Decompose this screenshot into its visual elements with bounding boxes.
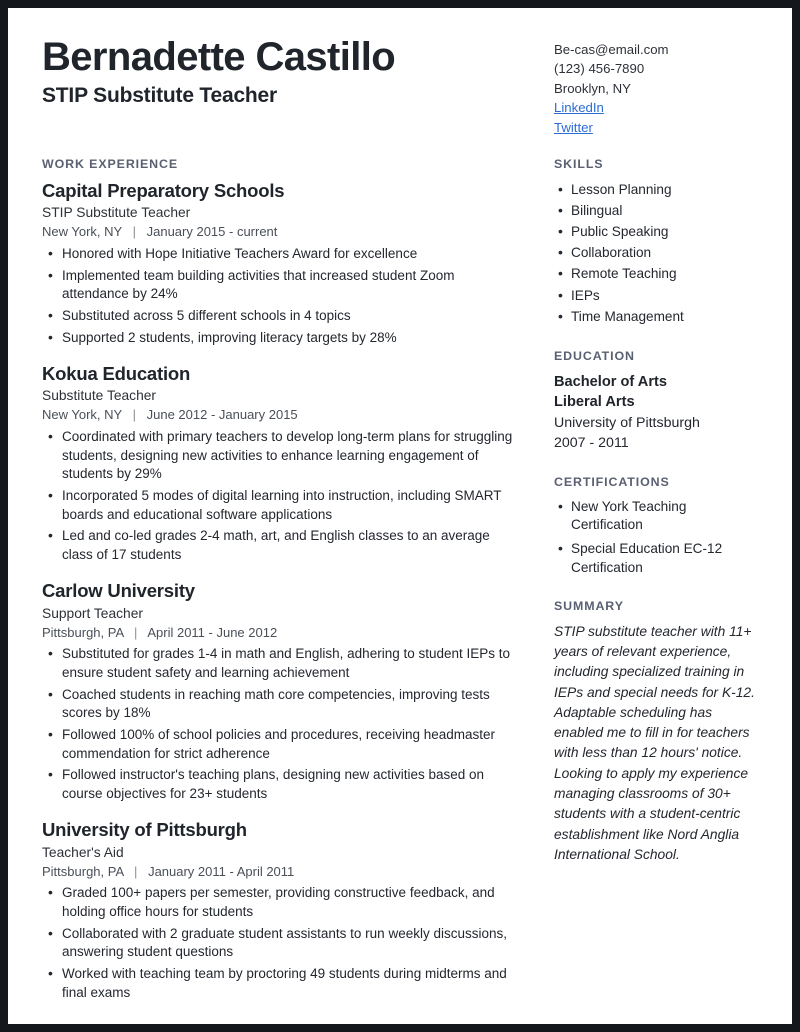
skill-item: • Bilingual bbox=[554, 201, 758, 221]
job-location: New York, NY bbox=[42, 224, 122, 240]
summary-heading: SUMMARY bbox=[554, 598, 624, 613]
contact-phone: (123) 456-7890 bbox=[554, 61, 645, 77]
skills-heading: SKILLS bbox=[554, 157, 604, 172]
resume-body bbox=[42, 157, 758, 1006]
job-bullet: • Collaborated with 2 graduate student assistants to run weekly discussions, answering student questions bbox=[42, 925, 524, 962]
job-bullets bbox=[42, 245, 524, 347]
certifications-section bbox=[554, 475, 758, 577]
job-entry bbox=[42, 179, 524, 347]
job-company: Carlow University bbox=[42, 580, 195, 602]
job-role: Support Teacher bbox=[42, 605, 143, 621]
job-company: Kokua Education bbox=[42, 363, 191, 385]
job-bullets bbox=[42, 645, 524, 803]
job-bullet: • Implemented team building activities that increased student Zoom attendance by 24% bbox=[42, 267, 524, 304]
job-bullet: • Led and co-led grades 2-4 math, art, and English classes to an average class of 17 students bbox=[42, 527, 524, 564]
education-school: University of Pittsburgh bbox=[554, 414, 700, 431]
job-bullet: • Substituted for grades 1-4 in math and English, adhering to student IEPs to ensure student safety and learning achievement bbox=[42, 645, 524, 682]
job-meta bbox=[42, 863, 524, 882]
contact-location: Brooklyn, NY bbox=[554, 80, 631, 96]
job-bullet: • Worked with teaching team by proctoring 49 students during midterms and final exams bbox=[42, 965, 524, 1002]
job-bullet: • Supported 2 students, improving literacy targets by 28% bbox=[42, 329, 524, 348]
certifications-heading: CERTIFICATIONS bbox=[554, 474, 670, 489]
twitter-link[interactable]: Twitter bbox=[554, 119, 593, 135]
job-location: Pittsburgh, PA bbox=[42, 624, 124, 640]
job-bullets bbox=[42, 428, 524, 564]
skill-item: • Public Speaking bbox=[554, 222, 758, 242]
job-bullets bbox=[42, 884, 524, 1002]
job-company: University of Pittsburgh bbox=[42, 819, 247, 841]
skill-item: • Collaboration bbox=[554, 243, 758, 263]
header-identity bbox=[42, 34, 542, 108]
job-bullet: • Honored with Hope Initiative Teachers Award for excellence bbox=[42, 245, 524, 264]
education-field: Liberal Arts bbox=[554, 394, 635, 411]
job-dates: January 2011 - April 2011 bbox=[148, 863, 295, 879]
certifications-list bbox=[554, 498, 758, 577]
work-experience-heading: WORK EXPERIENCE bbox=[42, 157, 179, 172]
skill-item: • Remote Teaching bbox=[554, 264, 758, 284]
education-section bbox=[554, 349, 758, 453]
job-dates: June 2012 - January 2015 bbox=[146, 407, 298, 423]
summary-section bbox=[554, 599, 758, 865]
job-location: Pittsburgh, PA bbox=[42, 863, 124, 879]
job-dates: January 2015 - current bbox=[146, 224, 278, 240]
skills-list bbox=[554, 180, 758, 327]
candidate-name: Bernadette Castillo bbox=[42, 35, 396, 79]
main-column bbox=[42, 157, 542, 1006]
resume-page bbox=[8, 8, 792, 1024]
job-role: Substitute Teacher bbox=[42, 388, 157, 404]
job-role: Teacher's Aid bbox=[42, 844, 124, 860]
job-meta bbox=[42, 223, 524, 242]
skill-item: • Time Management bbox=[554, 307, 758, 327]
education-years: 2007 - 2011 bbox=[554, 434, 629, 451]
job-entry bbox=[42, 818, 524, 1002]
job-meta bbox=[42, 406, 524, 425]
job-role: STIP Substitute Teacher bbox=[42, 205, 191, 221]
job-bullet: • Coordinated with primary teachers to develop long-term plans for struggling students, designing new activities to enhance learning engagement of students by 29% bbox=[42, 428, 524, 484]
education-degree: Bachelor of Arts bbox=[554, 373, 667, 390]
job-bullet: • Substituted across 5 different schools in 4 topics bbox=[42, 307, 524, 326]
job-entry bbox=[42, 579, 524, 803]
meta-separator: | bbox=[132, 407, 136, 423]
job-meta bbox=[42, 624, 524, 643]
meta-separator: | bbox=[132, 224, 136, 240]
summary-text: STIP substitute teacher with 11+ years of relevant experience, including specialized training in IEPs and special needs for K-12. Adaptable scheduling has enabled me to fill in for teachers with less than 12 hours' notice. Looking to apply my experience managing classrooms of 30+ students with a student-centric establishment like Nord Anglia International School. bbox=[554, 623, 755, 862]
job-bullet: • Incorporated 5 modes of digital learning into instruction, including SMART boards and educational software applications bbox=[42, 487, 524, 524]
contact-block bbox=[542, 34, 758, 137]
job-company: Capital Preparatory Schools bbox=[42, 180, 285, 202]
education-heading: EDUCATION bbox=[554, 348, 635, 363]
job-bullet: • Coached students in reaching math core competencies, improving tests scores by 18% bbox=[42, 686, 524, 723]
contact-email: Be-cas@email.com bbox=[554, 42, 669, 57]
job-bullet: • Followed instructor's teaching plans, designing new activities based on course objectives for 23+ students bbox=[42, 766, 524, 803]
skill-item: • IEPs bbox=[554, 286, 758, 306]
candidate-job-title: STIP Substitute Teacher bbox=[42, 84, 278, 108]
job-location: New York, NY bbox=[42, 407, 122, 423]
linkedin-link[interactable]: LinkedIn bbox=[554, 100, 604, 116]
certification-item: • New York Teaching Certification bbox=[554, 498, 758, 534]
skills-section bbox=[554, 157, 758, 327]
resume-header bbox=[42, 34, 758, 137]
job-entry bbox=[42, 362, 524, 564]
sidebar-column bbox=[542, 157, 758, 887]
job-bullet: • Graded 100+ papers per semester, providing constructive feedback, and holding office hours for students bbox=[42, 884, 524, 921]
skill-item: • Lesson Planning bbox=[554, 180, 758, 200]
meta-separator: | bbox=[134, 624, 138, 640]
meta-separator: | bbox=[134, 863, 138, 879]
job-bullet: • Followed 100% of school policies and procedures, receiving headmaster commendation for strict adherence bbox=[42, 726, 524, 763]
certification-item: • Special Education EC-12 Certification bbox=[554, 540, 758, 576]
job-dates: April 2011 - June 2012 bbox=[147, 624, 278, 640]
